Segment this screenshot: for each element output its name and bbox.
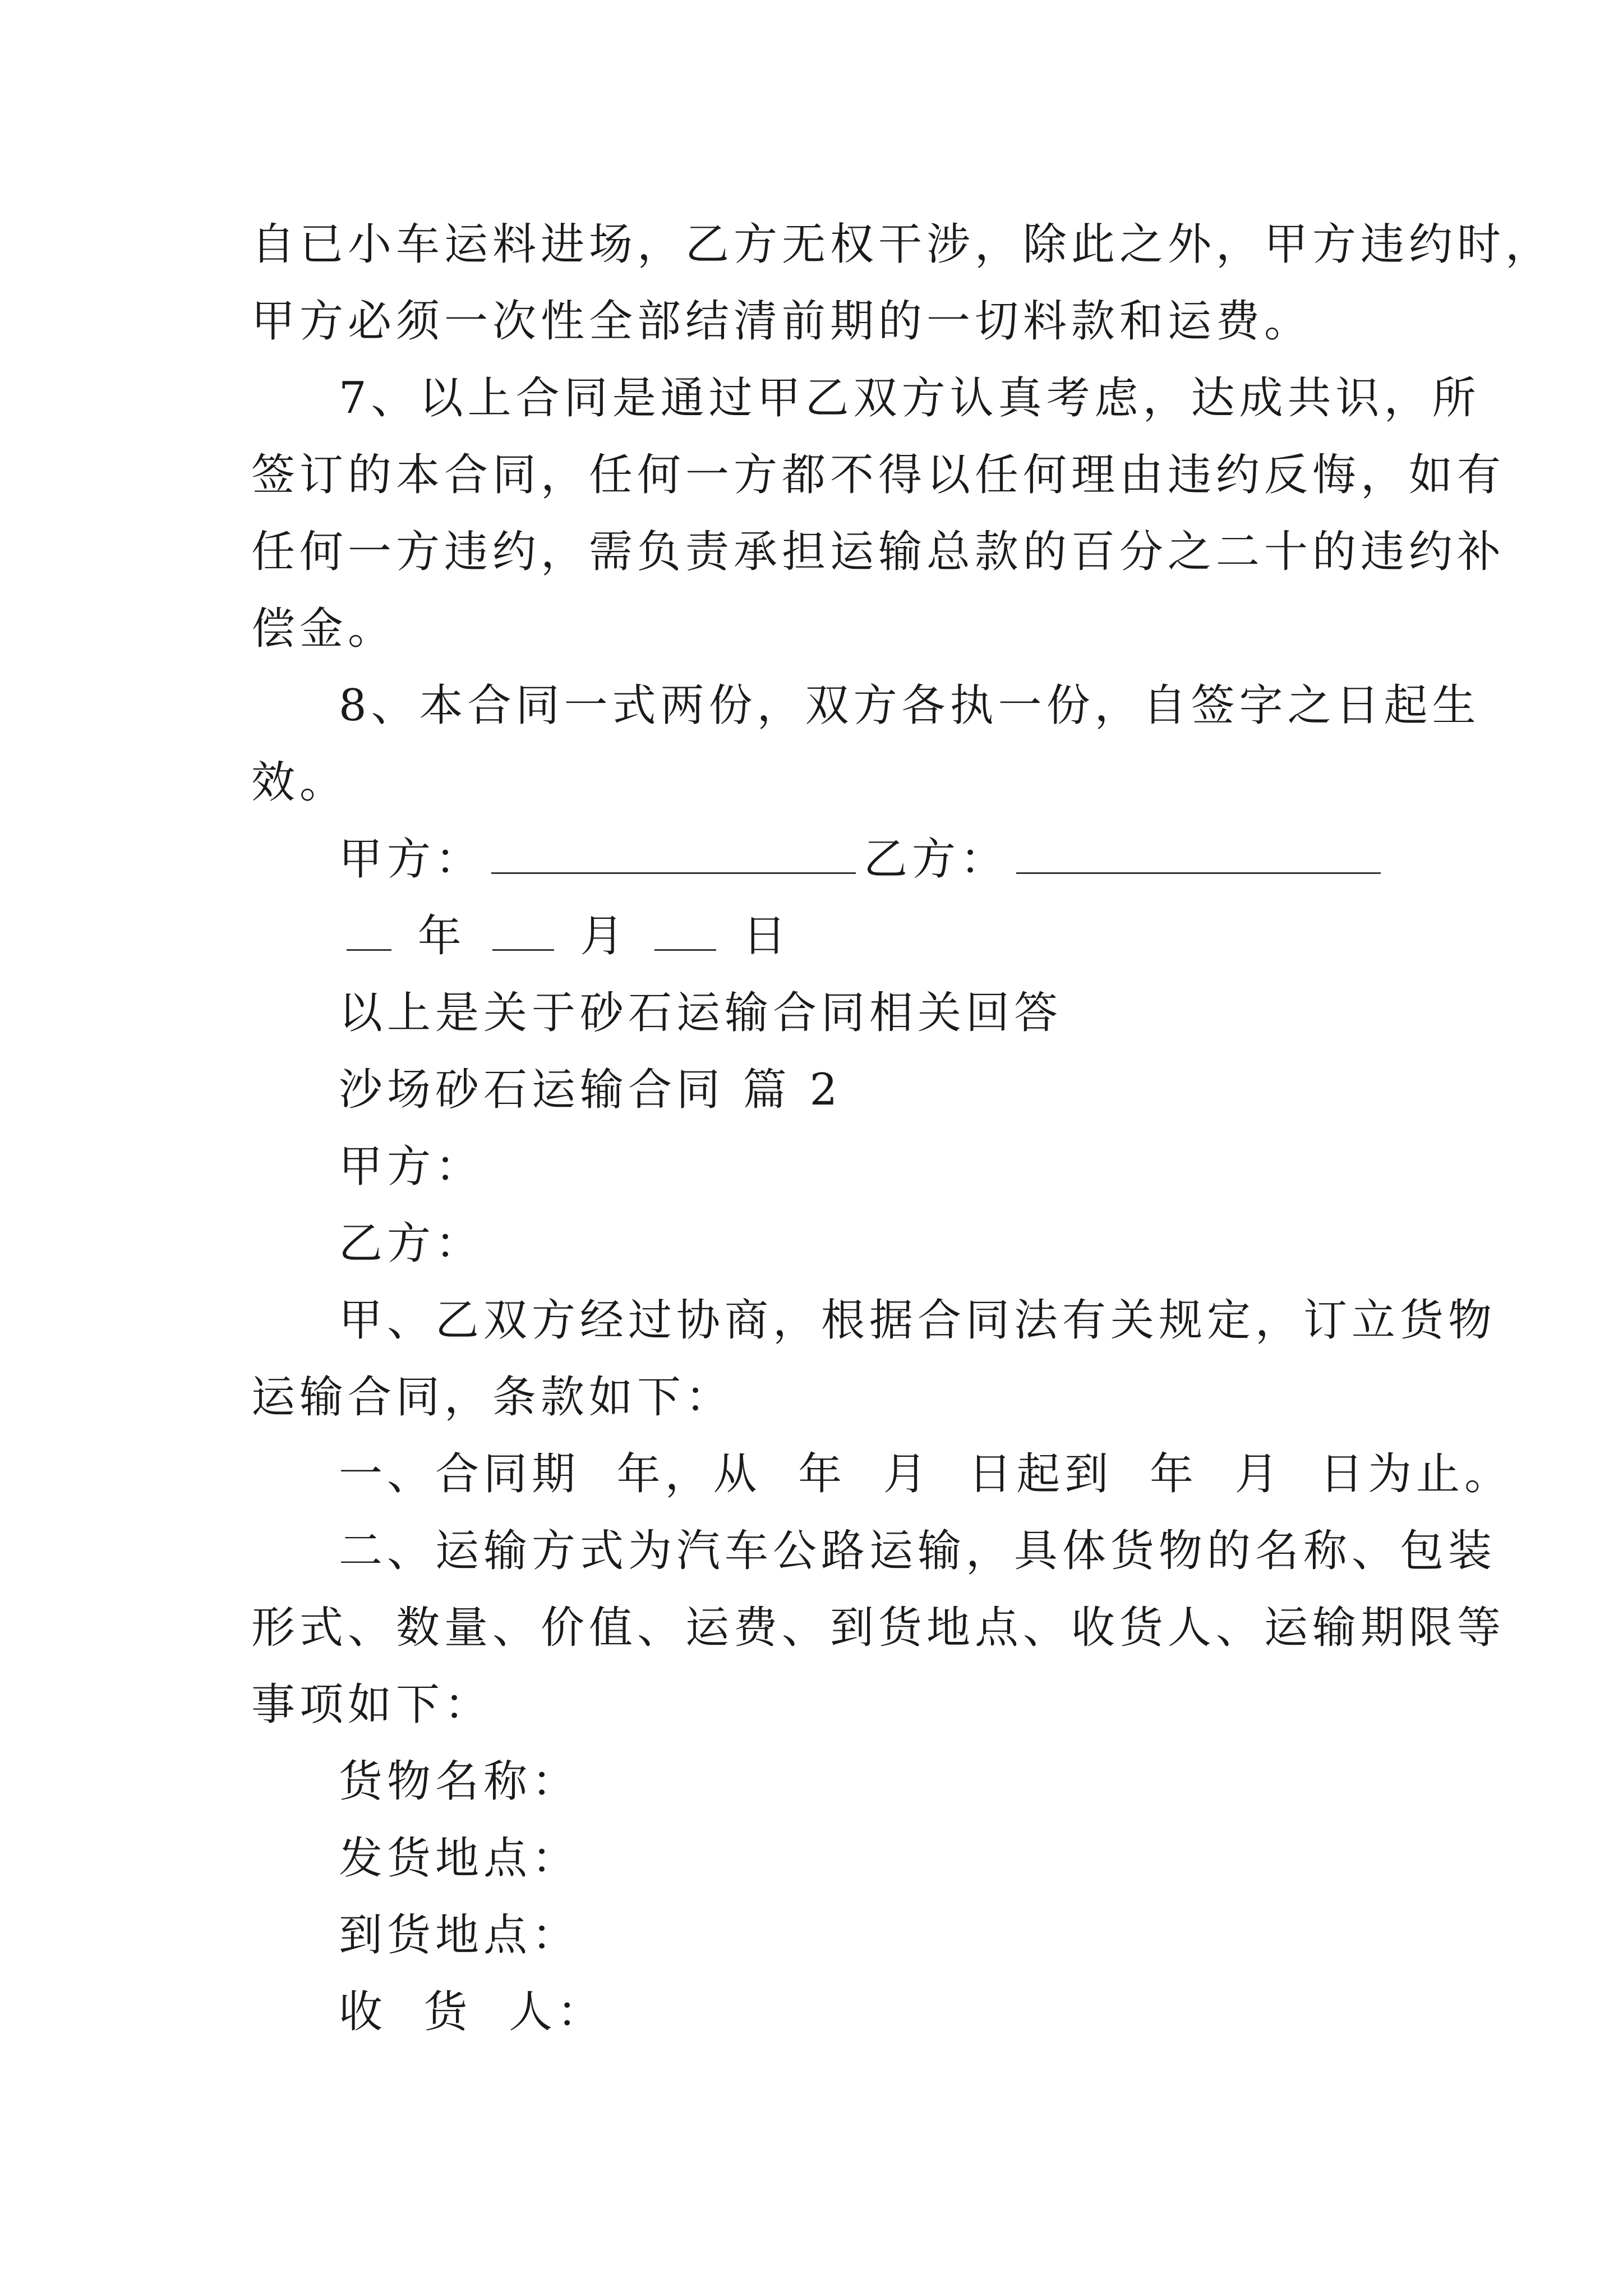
section-2-party-a: 甲方： <box>339 1142 484 1192</box>
field-goods-name: 货物名称： <box>339 1756 580 1807</box>
field-departure: 发货地点： <box>339 1833 580 1884</box>
clause-8-line: 效。 <box>251 757 348 808</box>
year-blank[interactable] <box>347 910 391 951</box>
signature-parties <box>251 821 1384 898</box>
month-label: 月 <box>580 911 629 961</box>
field-consignee: 收 货 人： <box>339 1987 606 2037</box>
section-2-intro-line: 运输合同，条款如下： <box>251 1372 734 1423</box>
party-b-signature-blank[interactable] <box>1016 833 1381 874</box>
clause-7-line: 7、以上合同是通过甲乙双方认真考虑，达成共识，所 <box>339 373 1481 424</box>
party-a-label: 甲方： <box>339 834 484 885</box>
clause-8-line: 8、本合同一式两份，双方各执一份，自签字之日起生 <box>339 680 1481 731</box>
clause-2-line: 事项如下： <box>251 1680 493 1730</box>
clause-2-line: 二、运输方式为汽车公路运输，具体货物的名称、包装 <box>339 1526 1497 1576</box>
document-page <box>251 206 1554 2051</box>
clause-1-line: 一、合同期 年，从 年 月 日起到 年 月 日为止。 <box>339 1449 1513 1499</box>
year-label: 年 <box>417 911 466 961</box>
clause-7-line: 签订的本合同，任何一方都不得以任何理由违约反悔，如有 <box>251 450 1506 500</box>
party-a-signature-blank[interactable] <box>491 833 856 874</box>
section-2-party-b: 乙方： <box>339 1218 484 1269</box>
clause-7-line: 偿金。 <box>251 604 396 654</box>
day-blank[interactable] <box>654 910 716 951</box>
paragraph-line: 自已小车运料进场，乙方无权干涉，除此之外，甲方违约时， <box>251 219 1554 270</box>
clause-7-line: 任何一方违约，需负责承担运输总款的百分之二十的违约补 <box>251 527 1506 577</box>
closing-line: 以上是关于砂石运输合同相关回答 <box>339 988 1063 1038</box>
party-b-label: 乙方： <box>864 834 1009 885</box>
field-destination: 到货地点： <box>339 1910 580 1961</box>
paragraph-line: 甲方必须一次性全部结清前期的一切料款和运费。 <box>251 296 1313 347</box>
section-2-title: 沙场砂石运输合同 篇 2 <box>339 1065 842 1115</box>
signature-date <box>251 898 1384 975</box>
section-2-intro-line: 甲、乙双方经过协商，根据合同法有关规定，订立货物 <box>339 1295 1497 1346</box>
month-blank[interactable] <box>492 910 554 951</box>
day-label: 日 <box>743 911 791 961</box>
clause-2-line: 形式、数量、价值、运费、到货地点、收货人、运输期限等 <box>251 1603 1506 1653</box>
